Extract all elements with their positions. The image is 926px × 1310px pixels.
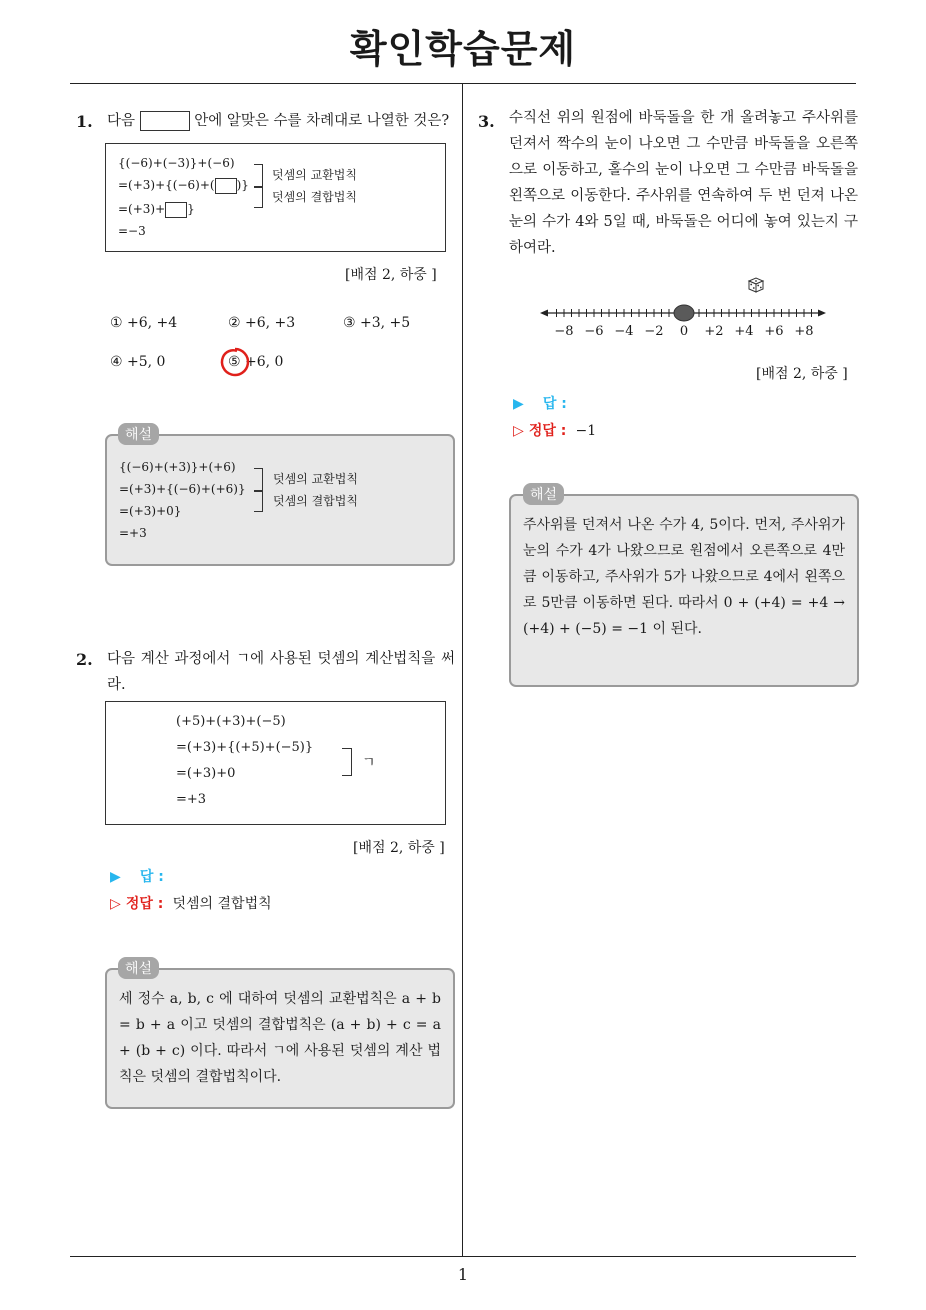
q2-number: 2. [76, 650, 93, 669]
q1-calc-line-1: {(−6)+(−3)}+(−6) [118, 156, 235, 170]
q1-expl-law-1: 덧셈의 교환법칙 [273, 472, 358, 486]
number-line-label: −8 [554, 324, 574, 339]
q2-correct-value: 덧셈의 결합법칙 [172, 896, 272, 912]
q2-calc-line-3: =(+3)+0 [176, 766, 236, 781]
q2-calc-line-2: =(+3)+{(+5)+(−5)} [176, 740, 314, 755]
header-rule [70, 83, 856, 84]
q1-calc-line-2 [118, 174, 249, 196]
number-line-label: +4 [734, 324, 754, 339]
q2-brace [342, 748, 352, 776]
q2-correct-row [110, 893, 272, 913]
q1-calc-line-2b: )} [236, 178, 249, 192]
choice-mark: ③ [343, 315, 356, 331]
q2-calc-box [105, 701, 446, 825]
q2-answer-label: 답 : [139, 869, 164, 885]
q2-correct-label: 정답 : [125, 896, 164, 912]
q3-meta: [배점 2, 하중 ] [756, 366, 848, 382]
q3-number: 3. [478, 112, 495, 131]
hollow-triangle-icon: ▷ [513, 423, 524, 439]
q1-inner-blank-2 [165, 202, 187, 218]
column-divider [462, 84, 463, 1256]
page-number: 1 [457, 1265, 469, 1284]
number-line-label: +6 [764, 324, 784, 339]
number-line-label: +8 [794, 324, 814, 339]
triangle-icon: ▶ [513, 396, 524, 412]
q2-explanation-box [105, 968, 455, 1109]
choice-text: +6, +3 [245, 315, 296, 331]
q3-correct-label: 정답 : [528, 423, 567, 439]
number-line-label: −6 [584, 324, 604, 339]
q3-explanation-text: 주사위를 던져서 나온 수가 4, 5이다. 먼저, 주사위가 눈의 수가 4가 나왔으므로 원점에서 오른쪽으로 4만큼 이동하고, 주사위가 5가 나왔으므로 4에서 왼쪽으로 5만큼 이동하면 된다. 따라서 0 + (+4) = +4 → (+4) + (−5) = −1 이 된다. [523, 517, 845, 637]
number-line-labels [554, 324, 813, 339]
q2-explanation-text: 세 정수 a, b, c 에 대하여 덧셈의 교환법칙은 a + b = b + a 이고 덧셈의 결합법칙은 (a + b) + c = a + (b + c) 이다. 따라서 ㄱ에 사용된 덧셈의 계산 법칙은 덧셈의 결합법칙이다. [119, 991, 441, 1085]
dice-icon [746, 275, 766, 295]
q3-explanation-tag: 해설 [523, 483, 564, 505]
q1-expl-line-4: =+3 [119, 526, 147, 540]
q1-law-associative: 덧셈의 결합법칙 [272, 190, 357, 204]
q1-expl-law-2: 덧셈의 결합법칙 [273, 494, 358, 508]
choice-text: +6, +4 [127, 315, 178, 331]
choice-mark: ① [110, 315, 123, 331]
q1-calc-line-3a: =(+3)+ [118, 202, 166, 216]
q1-expl-line-3: =(+3)+0} [119, 504, 182, 518]
q1-prompt-before: 다음 [107, 113, 136, 129]
q3-correct-row [513, 420, 596, 440]
q3-answer-row[interactable] [513, 393, 567, 413]
q2-answer-row[interactable] [110, 866, 164, 886]
q2-explanation-tag: 해설 [118, 957, 159, 979]
q1-explanation-box [105, 434, 455, 566]
q1-inner-blank [215, 178, 237, 194]
number-line-label: +2 [704, 324, 724, 339]
q1-brace-1 [254, 164, 263, 188]
q1-calc-line-4: =−3 [118, 224, 146, 238]
q3-prompt: 수직선 위의 원점에 바둑돌을 한 개 올려놓고 주사위를 던져서 짝수의 눈이 나오면 그 수만큼 바둑돌을 오른쪽으로 이동하고, 홀수의 눈이 나오면 그 수만큼 바둑돌을 왼쪽으로 이동한다. 주사위를 연속하여 두 번 던져 나온 눈의 수가 4와 5일 때, 바둑돌은 어디에 놓여 있는지 구하여라. [509, 110, 858, 256]
q1-number: 1. [76, 112, 93, 131]
q1-expl-line-1: {(−6)+(+3)}+(+6) [119, 460, 236, 474]
q2-brace-label: ㄱ [362, 755, 376, 771]
q1-calc-line-3b: } [187, 202, 195, 216]
q1-expl-brace-1 [254, 468, 263, 492]
page-title: 확인학습문제 [349, 27, 577, 71]
number-line-label: 0 [679, 324, 689, 339]
q1-expl-brace-2 [254, 490, 263, 512]
hollow-triangle-icon: ▷ [110, 896, 121, 912]
number-line [540, 298, 830, 344]
q1-meta: [배점 2, 하중 ] [345, 267, 437, 283]
q1-calc-box [105, 143, 446, 252]
q1-brace-2 [254, 186, 263, 208]
number-line-label: −2 [644, 324, 664, 339]
q1-prompt [107, 108, 457, 134]
q1-blank-box [140, 111, 190, 131]
q1-choice-3[interactable] [343, 315, 410, 331]
q2-prompt: 다음 계산 과정에서 ㄱ에 사용된 덧셈의 계산법칙을 써라. [107, 651, 455, 693]
q2-calc-line-4: =+3 [176, 792, 207, 807]
q1-calc-line-3 [118, 198, 195, 220]
q3-correct-value: −1 [575, 423, 597, 439]
q1-choice-1[interactable] [110, 315, 177, 331]
choice-text: +6, 0 [245, 354, 284, 370]
go-stone-icon [674, 305, 694, 321]
choice-mark: ④ [110, 354, 123, 370]
choice-text: +3, +5 [360, 315, 411, 331]
q1-explanation-tag: 해설 [118, 423, 159, 445]
q3-answer-label: 답 : [542, 396, 567, 412]
q1-choice-2[interactable] [228, 315, 295, 331]
q1-prompt-after: 안에 알맞은 수를 차례대로 나열한 것은? [194, 113, 450, 129]
q1-expl-line-2: =(+3)+{(−6)+(+6)} [119, 482, 246, 496]
choice-mark: ⑤ [228, 354, 241, 370]
q1-choice-4[interactable] [110, 354, 165, 370]
q2-meta: [배점 2, 하중 ] [353, 840, 445, 856]
selected-circle-icon [218, 345, 252, 379]
q3-explanation-box [509, 494, 859, 687]
q1-calc-line-2a: =(+3)+{(−6)+( [118, 178, 215, 192]
q2-calc-line-1: (+5)+(+3)+(−5) [176, 714, 286, 729]
q1-law-commutative: 덧셈의 교환법칙 [272, 168, 357, 182]
choice-text: +5, 0 [127, 354, 166, 370]
triangle-icon: ▶ [110, 869, 121, 885]
choice-mark: ② [228, 315, 241, 331]
footer-rule [70, 1256, 856, 1257]
number-line-label: −4 [614, 324, 634, 339]
